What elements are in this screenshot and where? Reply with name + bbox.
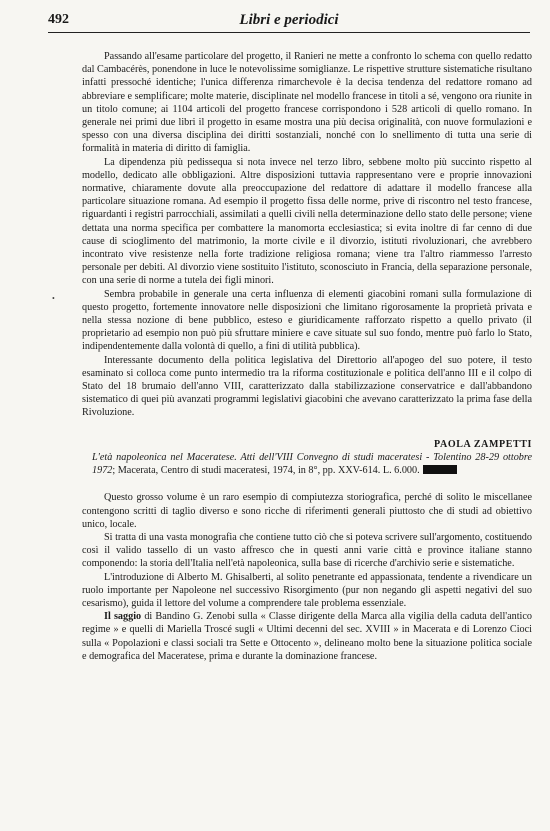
paragraph-lead: Il saggio <box>104 611 142 623</box>
review1-paragraph-1: Passando all'esame particolare del progetto, il Ranieri ne mette a confronto lo schema con quello redatto dal Cambacérès, ponendone in luce le notevolissime somiglianze. Le rispettive strutture sistematiche risultano infatti pressoché identiche; l'unica differenza rimarchevole è la decisa tendenza del redattore romano ad abbreviare e semplificare; molte materie, disciplinate nel modello francese in titoli a sé, vengono ora riunite in un titolo comune; ai 1104 articoli del progetto francese corrispondono i 528 articoli di quello romano. In generale nei primi due libri il progetto in esame mostra una più decisa originalità, con nuove formulazioni e spesso con una diversa disciplina dei diritti sostanziali, nonché con lo snellimento di tutta una serie di formalità in materia di diritto di famiglia. <box>82 51 532 155</box>
running-header <box>48 12 530 33</box>
paragraph-text: di Bandino G. Zenobi sulla « Classe dirigente della Marca alla vigilia della caduta dell'antico regime » e quelli di Mariella Troscé sugli « Ultimi decenni del sec. XVIII » in Macerata e di Lorenzo Cioci sulla « Popolazioni e classi sociali tra Sette e Ottocento », delineano molto bene la situazione politica sociale e demografica del Maceratese, prima e durante la dominazione francese. <box>82 611 532 662</box>
redaction-mark <box>423 465 457 474</box>
citation-title: L'età napoleonica nel Maceratese. Atti dell'VIII Convegno di studi maceratesi - Tolentino 28-29 ottobre 1972 <box>92 451 532 477</box>
page-number: 492 <box>48 12 69 27</box>
review2-paragraph-4 <box>82 610 532 663</box>
review2-paragraph-2: Si tratta di una vasta monografia che contiene tutto ciò che si poteva scrivere sull'argomento, costituendo così il valido tassello di un vasto affresco che in questi anni varie città e province italiane stanno componendo: la storia dell'Italia nell'età napoleonica, sulla base di ricerche d'archivio serie e sistematiche. <box>82 531 532 570</box>
review2-citation <box>82 451 532 477</box>
review2-paragraph-3: L'introduzione di Alberto M. Ghisalberti, al solito penetrante ed appassionata, tendente a rivendicare un ruolo importante per Napoleone nel successivo Risorgimento (pur non negando gli aspetti negativi del suo cesarismo), guida il lettore del volume a comprendere tale problema essenziale. <box>82 571 532 609</box>
citation-details: ; Macerata, Centro di studi maceratesi, 1974, in 8°, pp. XXV-614. L. 6.000. <box>112 465 420 477</box>
margin-mark-icon: • <box>52 294 55 303</box>
review1-paragraph-2: La dipendenza più pedissequa si nota invece nel terzo libro, sebbene molto più succinto rispetto al modello, dedicato alle obbligazioni. Altre disposizioni tuttavia rappresentano vere e proprie innovazioni normative, chiaramente dovute alla preoccupazione del redattore di adattare il modello francese alla particolare situazione romana. Ad esempio il progetto fissa delle norme, prive di riscontro nel testo francese, riguardanti i registri parrocchiali, assimilati a quelli civili nella determinazione dello stato delle persone; viene dettata una norma specifica per combattere la manomorta ecclesiastica; si evita inoltre di far cenno di due cause di scioglimento del matrimonio, la morte civile e il divorzio, istituti rivoluzionari, che avrebbero incontrato vive resistenze nella forte tradizione religiosa romana; viene tra l'altro riammesso l'arresto personale per debiti. Al divorzio viene sostituito l'istituto, sconosciuto in Francia, della separazione personale, con una serie di norme a tutela dei figli minori. <box>82 156 532 287</box>
review1-paragraph-4: Interessante documento della politica legislativa del Direttorio all'apogeo del suo potere, il testo esaminato si colloca come punto intermedio tra la riforma costituzionale e politica dell'anno III e il colpo di Stato del 18 brumaio dell'anno VIII, caratterizzato dalla stabilizzazione conservatrice e dall'abbandono sistematico di quei più avanzati programmi legislativi giacobini che avevano caratterizzato la prima fase della Rivoluzione. <box>82 354 532 419</box>
review2-paragraph-1: Questo grosso volume è un raro esempio di compiutezza storiografica, perché di solito le miscellanee contengono scritti di taglio diverso e sono ricche di riferimenti generali piuttosto che di studi ad obiettivo unico, locale. <box>82 492 532 530</box>
spacer <box>82 477 532 491</box>
running-title: Libri e periodici <box>239 12 339 28</box>
page-body <box>82 50 532 663</box>
review1-paragraph-3: Sembra probabile in generale una certa influenza di elementi giacobini romani sulla formulazione di questo progetto, fortemente innovatore nelle disposizioni che limitano rigorosamente la proprietà privata e nella stessa nozione di bene pubblico, esteso e giuridicamente rafforzato rispetto a quello privato (il proprietario ad esempio non può più sfruttare miniere e cave situate sul suo fondo, mentre può farlo lo Stato, indipendentemente dalla volontà di quello, a fini di utilità pubblica). <box>82 288 532 353</box>
review1-author: PAOLA ZAMPETTI <box>434 438 532 450</box>
